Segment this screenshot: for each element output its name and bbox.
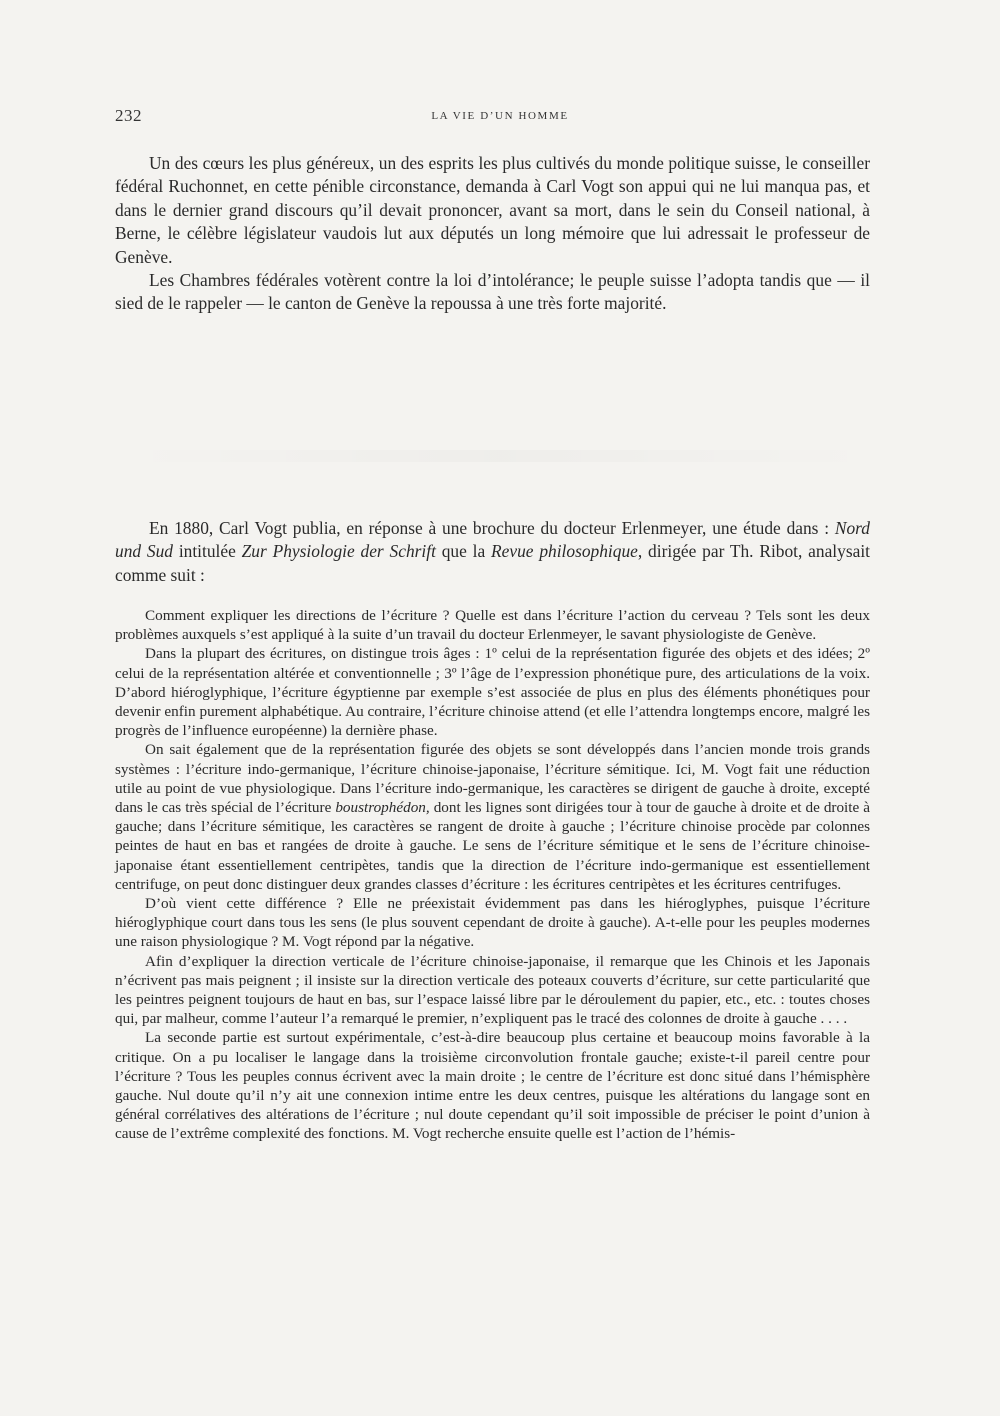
text-run: que la bbox=[435, 541, 492, 562]
running-head: LA VIE D’UN HOMME bbox=[431, 110, 569, 122]
journal-title: Revue philosophique bbox=[491, 541, 638, 562]
opening-section bbox=[115, 152, 870, 316]
quote-paragraph-1: Comment expliquer les directions de l’écriture ? Quelle est dans l’écriture l’action du cerveau ? Tels sont les deux problèmes auxquels s’est appliqué à la suite d’un travail du docteur Erlenmeyer, le savant physiologiste de Genève. bbox=[115, 607, 870, 644]
text-run: On sait également que de la représentation figurée des objets se sont développés dans l’ancien monde trois grands systèmes : l’écriture indo-germanique, l’écriture chinoise-japonaise, l’écriture sémitique. Ici, M. Vogt fait une réduction utile au point de vue physiologique. Dans l’écriture indo-germanique, les caractères se dirigent de gauche à droite, excepté dans le cas très spécial de l’écriture bbox=[115, 741, 870, 817]
vogt-1880-section bbox=[115, 517, 870, 587]
quoted-review bbox=[115, 606, 870, 1144]
page-number: 232 bbox=[115, 106, 142, 125]
text-run: , dirigée par Th. Ribot, analysait comme suit : bbox=[115, 541, 870, 585]
quote-paragraph-5: Afin d’expliquer la direction verticale de l’écriture chinoise-japonaise, il remarque que les Chinois et les Japonais n’écrivent pas mais peignent ; il insiste sur la direction verticale des poteaux couverts d’écriture, sur cette particularité que les peintres peignent toujours de haut en bas, sur l’espace laissé libre par le déroulement du papier, etc., etc. : toutes choses qui, par malheur, comme l’auteur l’a remarqué le premier, n’expliquent pas le tracé des colonnes de droite à gauche . . . . bbox=[115, 952, 870, 1028]
italic-term: boustrophédon, bbox=[335, 799, 430, 817]
paragraph-1880 bbox=[115, 517, 870, 587]
page-smudge bbox=[120, 450, 880, 462]
quote-paragraph-4: D’où vient cette différence ? Elle ne préexistait évidemment pas dans les hiéroglyphes, puisque l’écriture hiéroglyphique court dans tous les sens (le plus souvent cependant de droite à gauche). A-t-elle pour les peuples modernes une raison physiologique ? M. Vogt répond par la négative. bbox=[115, 895, 870, 951]
paragraph-chambres: Les Chambres fédérales votèrent contre la loi d’intolérance; le peuple suisse l’adopta tandis que — il sied de le rappeler — le canton de Genève la repoussa à une très forte majorité. bbox=[115, 270, 870, 314]
text-run: En 1880, Carl Vogt publia, en réponse à une brochure du docteur Erlenmeyer, une étude dans : bbox=[149, 518, 835, 538]
work-title: Nord und Sud bbox=[115, 518, 870, 562]
text-run: intitulée bbox=[173, 541, 242, 562]
quote-paragraph-3 bbox=[115, 740, 870, 894]
paragraph-ruchonnet: Un des cœurs les plus généreux, un des esprits les plus cultivés du monde politique suisse, le conseiller fédéral Ruchonnet, en cette pénible circonstance, demanda à Carl Vogt son appui qui ne lui manqua pas, et dans le dernier grand discours qu’il devait prononcer, avant sa mort, dans le sein du Conseil national, à Berne, le célèbre législateur vaudois lut aux députés un long mémoire que lui adressait le professeur de Genève. bbox=[115, 153, 870, 267]
text-run: dont les lignes sont dirigées tour à tour de gauche à droite et de droite à gauche; dans l’écriture sémitique, les caractères se rangent de droite à gauche ; l’écriture chinoise procède par colonnes peintes de haut en bas et rangées de droite à gauche. Le sens de l’écriture sémitique et le sens de l’écriture chinoise-japonaise étant essentiellement centripètes, tandis que la direction de l’écriture indo-germanique est essentiellement centrifuge, on peut donc distinguer deux grandes classes d’écriture : les écritures centripètes et les écritures centrifuges. bbox=[115, 799, 870, 893]
quote-paragraph-6: La seconde partie est surtout expérimentale, c’est-à-dire beaucoup plus certaine et beaucoup moins favorable à la critique. On a pu localiser le langage dans la troisième circonvolution frontale gauche; existe-t-il pareil centre pour l’écriture ? Tous les peuples connus écrivent avec la main droite ; le centre de l’écriture est donc situé dans l’hémisphère gauche. Nul doute qu’il n’y ait une connexion intime entre les deux centres, puisque les altérations du langage sont en général corrélatives des altérations de l’écriture ; nul doute cependant qu’il soit impossible de préciser le point d’union à cause de l’extrême complexité des fonctions. M. Vogt recherche ensuite quelle est l’action de l’hémis- bbox=[115, 1029, 870, 1143]
quote-paragraph-2: Dans la plupart des écritures, on distingue trois âges : 1º celui de la représentation figurée des objets et des idées; 2º celui de la représentation altérée et conventionnelle ; 3º l’âge de l’expression phonétique pure, des articulations de la voix. D’abord hiéroglyphique, l’écriture égyptienne par exemple s’est associée de plus en plus des éléments phonétiques pour devenir enfin purement alphabétique. Au contraire, l’écriture chinoise attend (et elle l’attendra longtemps encore, malgré les progrès de l’influence européenne) la dernière phase. bbox=[115, 645, 870, 740]
work-subtitle: Zur Physiologie der Schrift bbox=[241, 541, 436, 562]
